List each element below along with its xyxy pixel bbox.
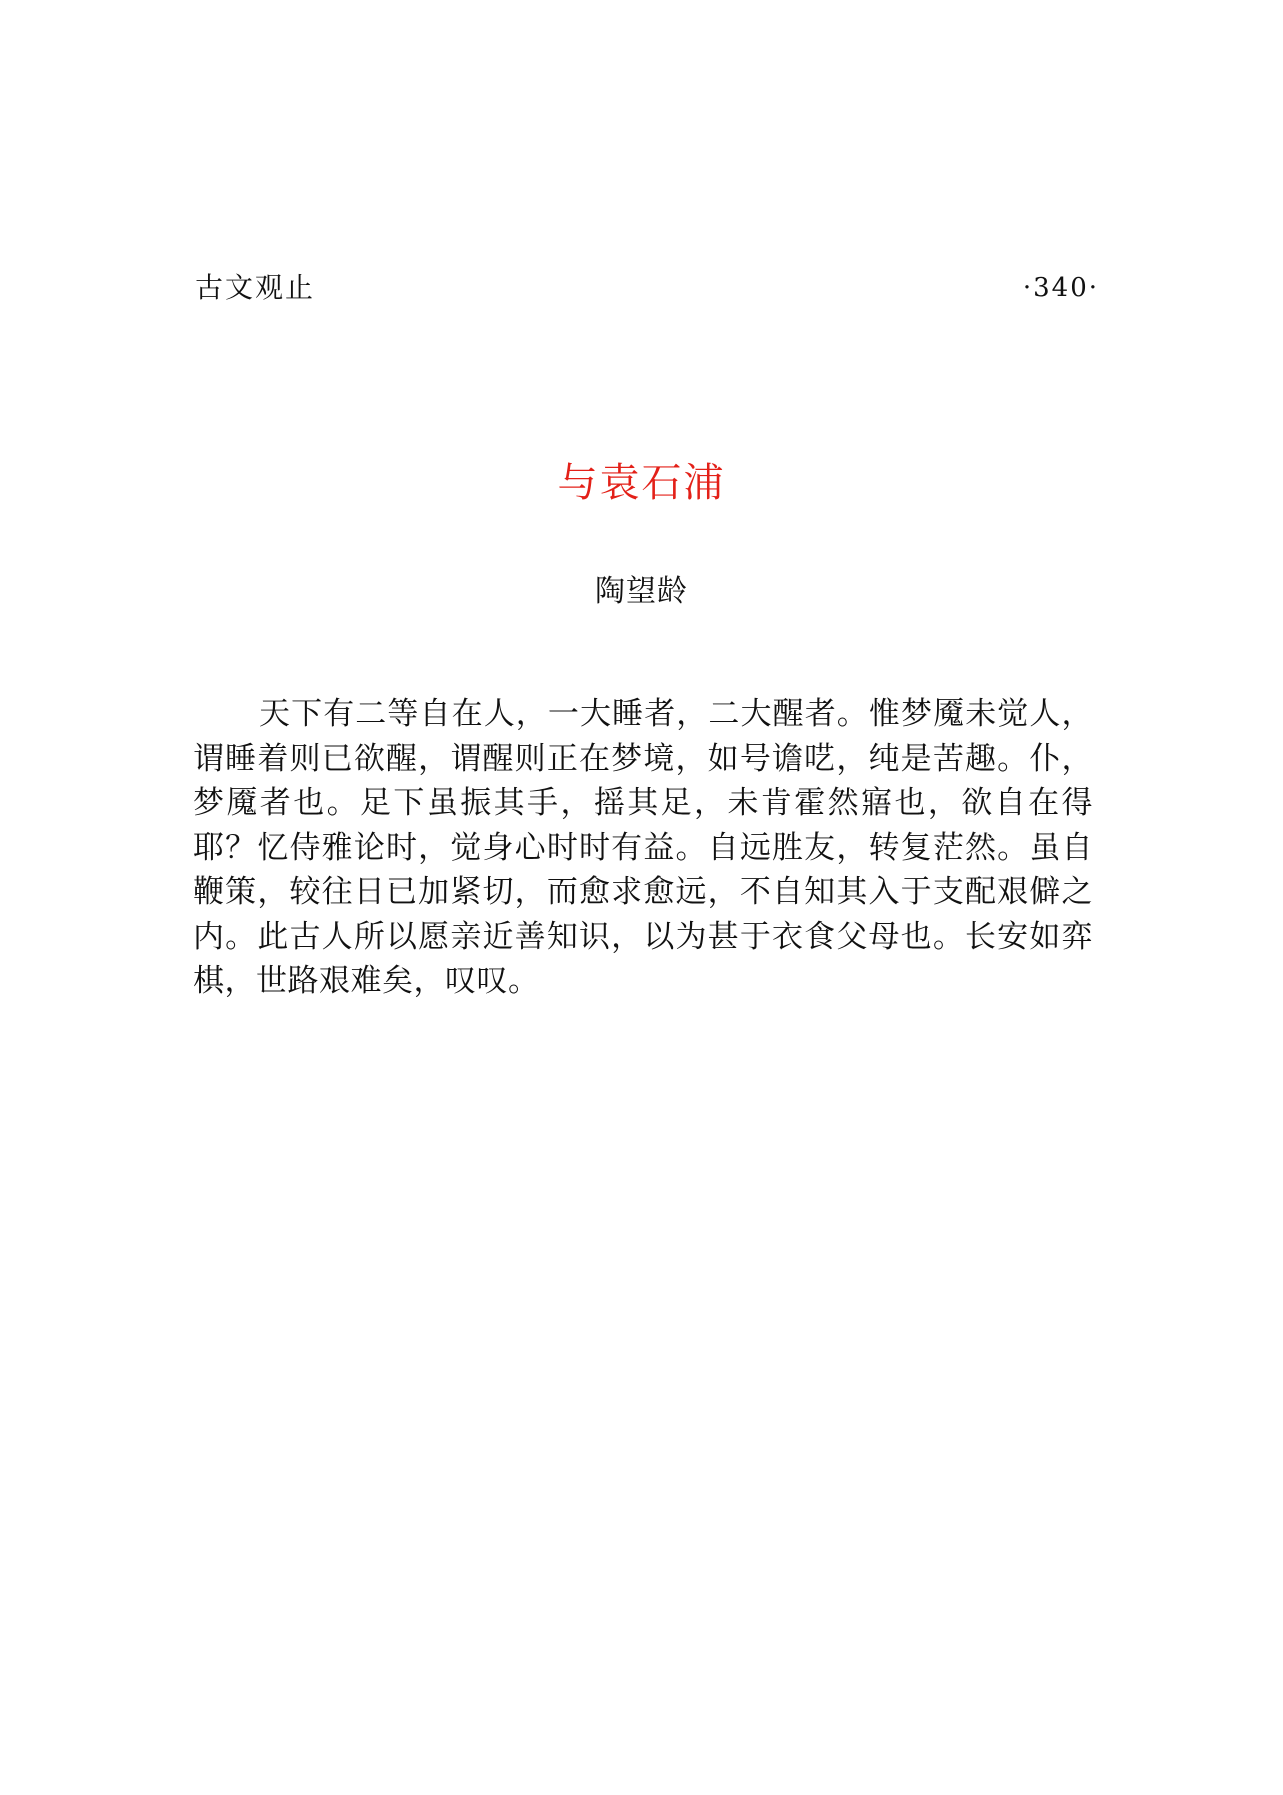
essay-paragraph: 天下有二等自在人，一大睡者，二大醒者。惟梦魇未觉人，谓睡着则已欲醒，谓醒则正在梦境，如号谵呓，纯是苦趣。仆，梦魇者也。足下虽振其手，摇其足，未肯霍然寤也，欲自在得耶？忆侍雅论时，觉身心时时有益。自远胜友，转复茫然。虽自鞭策，较往日已加紧切，而愈求愈远，不自知其入于支配艰僻之内。此古人所以愿亲近善知识，以为甚于衣食父母也。长安如弈棋，世路艰难矣，叹叹。 [193,696,1093,999]
essay-title: 与袁石浦 [557,460,726,506]
essay-author: 陶望龄 [595,574,688,609]
running-header [195,268,1099,308]
page-number: ·340· [1022,273,1099,303]
book-title: 古文观止 [195,271,316,304]
